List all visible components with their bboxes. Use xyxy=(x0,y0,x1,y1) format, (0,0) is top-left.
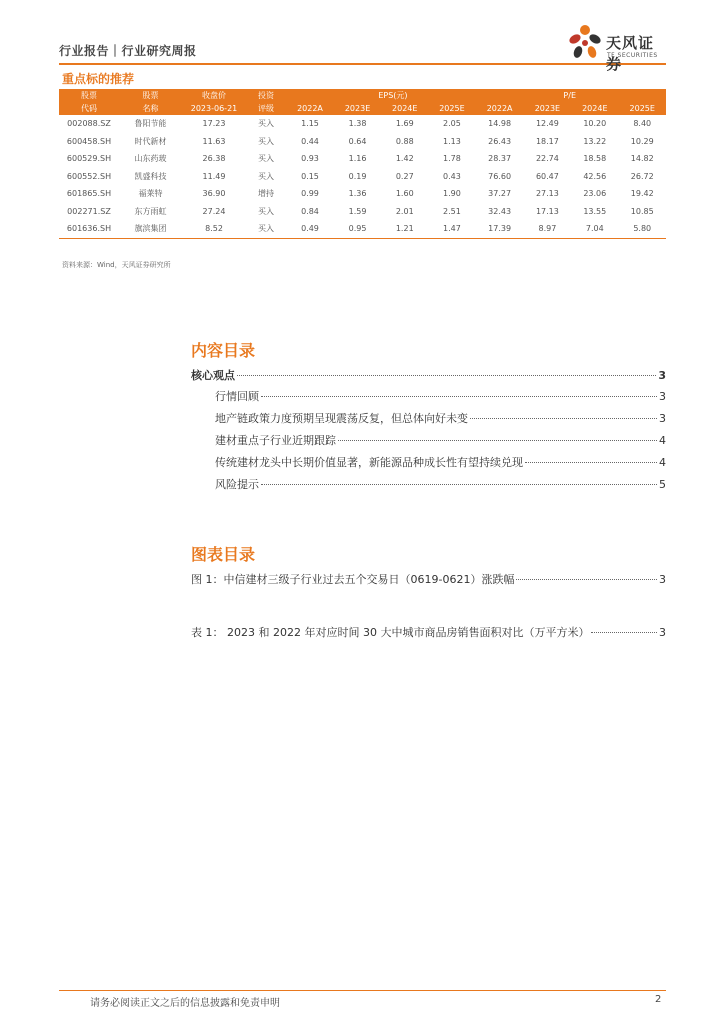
logo-english-name: TF SECURITIES xyxy=(607,52,658,59)
figures-list-title: 图表目录 xyxy=(191,545,256,564)
toc-item-real-estate-policy[interactable] xyxy=(215,410,666,426)
toc-item-leaders-value[interactable] xyxy=(215,454,666,470)
table-item-1[interactable] xyxy=(191,624,666,640)
toc-item-label: 风险提示 xyxy=(215,478,259,491)
table-cell: 0.95 xyxy=(334,220,381,238)
table-cell: 东方雨虹 xyxy=(134,206,167,216)
table-cell: 2.51 xyxy=(443,206,461,216)
table-cell: 10.20 xyxy=(583,119,607,129)
table-cell: 福莱特 xyxy=(138,189,163,199)
table-cell: 1.59 xyxy=(348,206,367,216)
table-cell: 买入 xyxy=(258,171,274,181)
table-header-cell: 代码 xyxy=(59,102,119,115)
table-cell: 601636.SH xyxy=(59,220,119,238)
table-cell: 27.13 xyxy=(535,189,559,199)
table-cell: 1.21 xyxy=(381,220,428,238)
table-cell: 17.13 xyxy=(535,206,559,216)
table-cell: 1.69 xyxy=(395,119,414,129)
table-cell: 买入 xyxy=(258,136,274,146)
table-cell: 0.88 xyxy=(395,136,414,146)
table-cell: 18.17 xyxy=(535,136,559,146)
table-cell: 42.56 xyxy=(583,171,607,181)
table-cell: 28.37 xyxy=(488,154,512,164)
toc-item-page: 4 xyxy=(659,456,666,469)
table-cell: 22.74 xyxy=(535,154,559,164)
figure-item-page: 3 xyxy=(659,573,666,586)
toc-leader-dots xyxy=(261,484,657,485)
toc-item-page: 3 xyxy=(658,369,666,382)
table-cell: 1.47 xyxy=(428,220,475,238)
table-row xyxy=(59,150,666,168)
table-cell: 36.90 xyxy=(202,189,226,199)
table-cell: 0.64 xyxy=(348,136,367,146)
figure-item-page: 3 xyxy=(659,626,666,639)
table-cell: 买入 xyxy=(258,154,274,164)
table-cell: 2.01 xyxy=(395,206,414,216)
table-body xyxy=(59,115,666,238)
table-header-cell: 2025E xyxy=(428,102,475,115)
table-cell: 1.42 xyxy=(395,154,414,164)
table-cell: 10.29 xyxy=(630,136,654,146)
table-header-cell: 2025E xyxy=(618,102,666,115)
toc-leader-dots xyxy=(516,579,657,580)
table-cell: 17.23 xyxy=(202,119,226,129)
toc-item-label: 行情回顾 xyxy=(215,390,259,403)
table-cell: 0.84 xyxy=(301,206,319,216)
toc-item-page: 4 xyxy=(659,434,666,447)
table-cell: 0.44 xyxy=(301,136,319,146)
table-cell: 买入 xyxy=(258,119,274,129)
table-header-cell: 2023-06-21 xyxy=(182,102,246,115)
toc-item-core-view[interactable] xyxy=(191,367,666,383)
table-cell: 1.13 xyxy=(443,136,461,146)
table-cell: 14.98 xyxy=(488,119,512,129)
toc-item-subsector-tracking[interactable] xyxy=(215,432,666,448)
table-header-cell: 2022A xyxy=(476,102,524,115)
table-cell: 600552.SH xyxy=(66,171,112,181)
table-cell: 600458.SH xyxy=(66,136,112,146)
table-cell: 0.99 xyxy=(301,189,319,199)
table-header-cell: 收盘价 xyxy=(182,89,246,102)
table-cell: 600529.SH xyxy=(66,154,112,164)
toc-item-market-review[interactable] xyxy=(215,388,666,404)
table-cell: 32.43 xyxy=(488,206,512,216)
table-cell: 5.80 xyxy=(618,220,666,238)
toc-item-label: 传统建材龙头中长期价值显著，新能源品种成长性有望持续兑现 xyxy=(215,456,523,469)
table-cell: 0.27 xyxy=(395,171,414,181)
toc-title: 内容目录 xyxy=(191,341,256,360)
table-cell: 1.60 xyxy=(395,189,414,199)
table-cell: 1.90 xyxy=(443,189,461,199)
toc-item-page: 3 xyxy=(659,412,666,425)
table-cell: 002271.SZ xyxy=(67,206,111,216)
table-header-cell: 股票 xyxy=(59,89,119,102)
recommendation-title: 重点标的推荐 xyxy=(62,72,135,86)
toc-leader-dots xyxy=(591,632,657,633)
table-cell: 2.05 xyxy=(443,119,461,129)
table-header-cell: 2023E xyxy=(334,102,381,115)
table-cell: 14.82 xyxy=(630,154,654,164)
table-cell: 0.93 xyxy=(301,154,319,164)
toc-item-label: 核心观点 xyxy=(191,369,235,382)
table-cell: 13.22 xyxy=(583,136,607,146)
footer-disclaimer: 请务必阅读正文之后的信息披露和免责申明 xyxy=(90,998,280,1009)
logo-name: 天风证券 xyxy=(606,34,655,73)
table-cell: 买入 xyxy=(258,206,274,216)
table-cell: 19.42 xyxy=(630,189,654,199)
table-cell: 11.49 xyxy=(202,171,226,181)
table-row xyxy=(59,220,666,238)
header-divider xyxy=(59,63,666,65)
logo-flower-icon xyxy=(566,22,604,62)
toc-item-risk-warning[interactable] xyxy=(215,476,666,492)
table-header-cell: 评级 xyxy=(246,102,286,115)
table-cell: 18.58 xyxy=(583,154,607,164)
table-header-cell: 2023E xyxy=(524,102,571,115)
company-logo xyxy=(566,22,666,73)
table-cell: 8.52 xyxy=(182,220,246,238)
recommendation-table xyxy=(59,89,666,239)
table-cell: 0.19 xyxy=(348,171,367,181)
table-cell: 12.49 xyxy=(535,119,559,129)
table-header-cell: 投资 xyxy=(246,89,286,102)
table-cell: 13.55 xyxy=(583,206,607,216)
table-cell: 1.15 xyxy=(301,119,319,129)
table-row xyxy=(59,133,666,151)
table-cell: 10.85 xyxy=(630,206,654,216)
table-header-cell: 股票 xyxy=(119,89,182,102)
table-cell: 1.38 xyxy=(348,119,367,129)
toc-leader-dots xyxy=(261,396,657,397)
table-cell: 76.60 xyxy=(488,171,512,181)
table-header-cell: 2024E xyxy=(571,102,618,115)
table-cell: 27.24 xyxy=(202,206,226,216)
table-cell: 26.38 xyxy=(202,154,226,164)
table-header-cell: 2024E xyxy=(381,102,428,115)
table-cell: 37.27 xyxy=(488,189,512,199)
table-cell: 凯盛科技 xyxy=(134,171,167,181)
toc-item-page: 5 xyxy=(659,478,666,491)
table-cell: 002088.SZ xyxy=(67,119,111,129)
table-header-cell: P/E xyxy=(476,89,666,102)
table-cell: 17.39 xyxy=(476,220,524,238)
figure-item-label: 表 1： 2023 和 2022 年对应时间 30 大中城市商品房销售面积对比（万平方米） xyxy=(191,626,590,639)
toc-leader-dots xyxy=(237,375,656,376)
report-type-label: 行业报告｜行业研究周报 xyxy=(59,44,197,58)
footer-divider xyxy=(59,990,666,991)
toc-item-label: 建材重点子行业近期跟踪 xyxy=(215,434,336,447)
table-header-cell: 名称 xyxy=(119,102,182,115)
table-row xyxy=(59,185,666,203)
table-row xyxy=(59,115,666,133)
table-cell: 23.06 xyxy=(583,189,607,199)
table-cell: 山东药玻 xyxy=(134,154,167,164)
table-header-cell: EPS(元) xyxy=(286,89,476,102)
table-cell: 0.15 xyxy=(301,171,319,181)
table-cell: 0.43 xyxy=(443,171,461,181)
table-cell: 8.97 xyxy=(524,220,571,238)
toc-leader-dots xyxy=(525,462,657,463)
table-cell: 时代新材 xyxy=(134,136,167,146)
table-cell: 26.72 xyxy=(630,171,654,181)
toc-item-page: 3 xyxy=(659,390,666,403)
table-cell: 鲁阳节能 xyxy=(134,119,167,129)
table-cell: 增持 xyxy=(258,189,274,199)
table-header-cell: 2022A xyxy=(286,102,334,115)
table-cell: 0.49 xyxy=(286,220,334,238)
table-cell: 旗滨集团 xyxy=(119,220,182,238)
table-cell: 60.47 xyxy=(535,171,559,181)
figure-item-label: 图 1：中信建材三级子行业过去五个交易日（0619-0621）涨跌幅 xyxy=(191,573,515,586)
table-cell: 1.36 xyxy=(348,189,367,199)
table-row xyxy=(59,168,666,186)
page-number: 2 xyxy=(655,994,662,1005)
toc-leader-dots xyxy=(338,440,657,441)
table-cell: 8.40 xyxy=(633,119,652,129)
table-cell: 买入 xyxy=(246,220,286,238)
table-cell: 601865.SH xyxy=(66,189,112,199)
table-cell: 1.16 xyxy=(348,154,367,164)
table-cell: 1.78 xyxy=(443,154,461,164)
table-cell: 7.04 xyxy=(571,220,618,238)
table-cell: 26.43 xyxy=(488,136,512,146)
toc-leader-dots xyxy=(470,418,657,419)
table-cell: 11.63 xyxy=(202,136,226,146)
figure-item-1[interactable] xyxy=(191,571,666,587)
toc-item-label: 地产链政策力度预期呈现震荡反复，但总体向好未变 xyxy=(215,412,468,425)
table-row xyxy=(59,203,666,221)
table-source-note: 资料来源：Wind，天风证券研究所 xyxy=(62,261,171,269)
